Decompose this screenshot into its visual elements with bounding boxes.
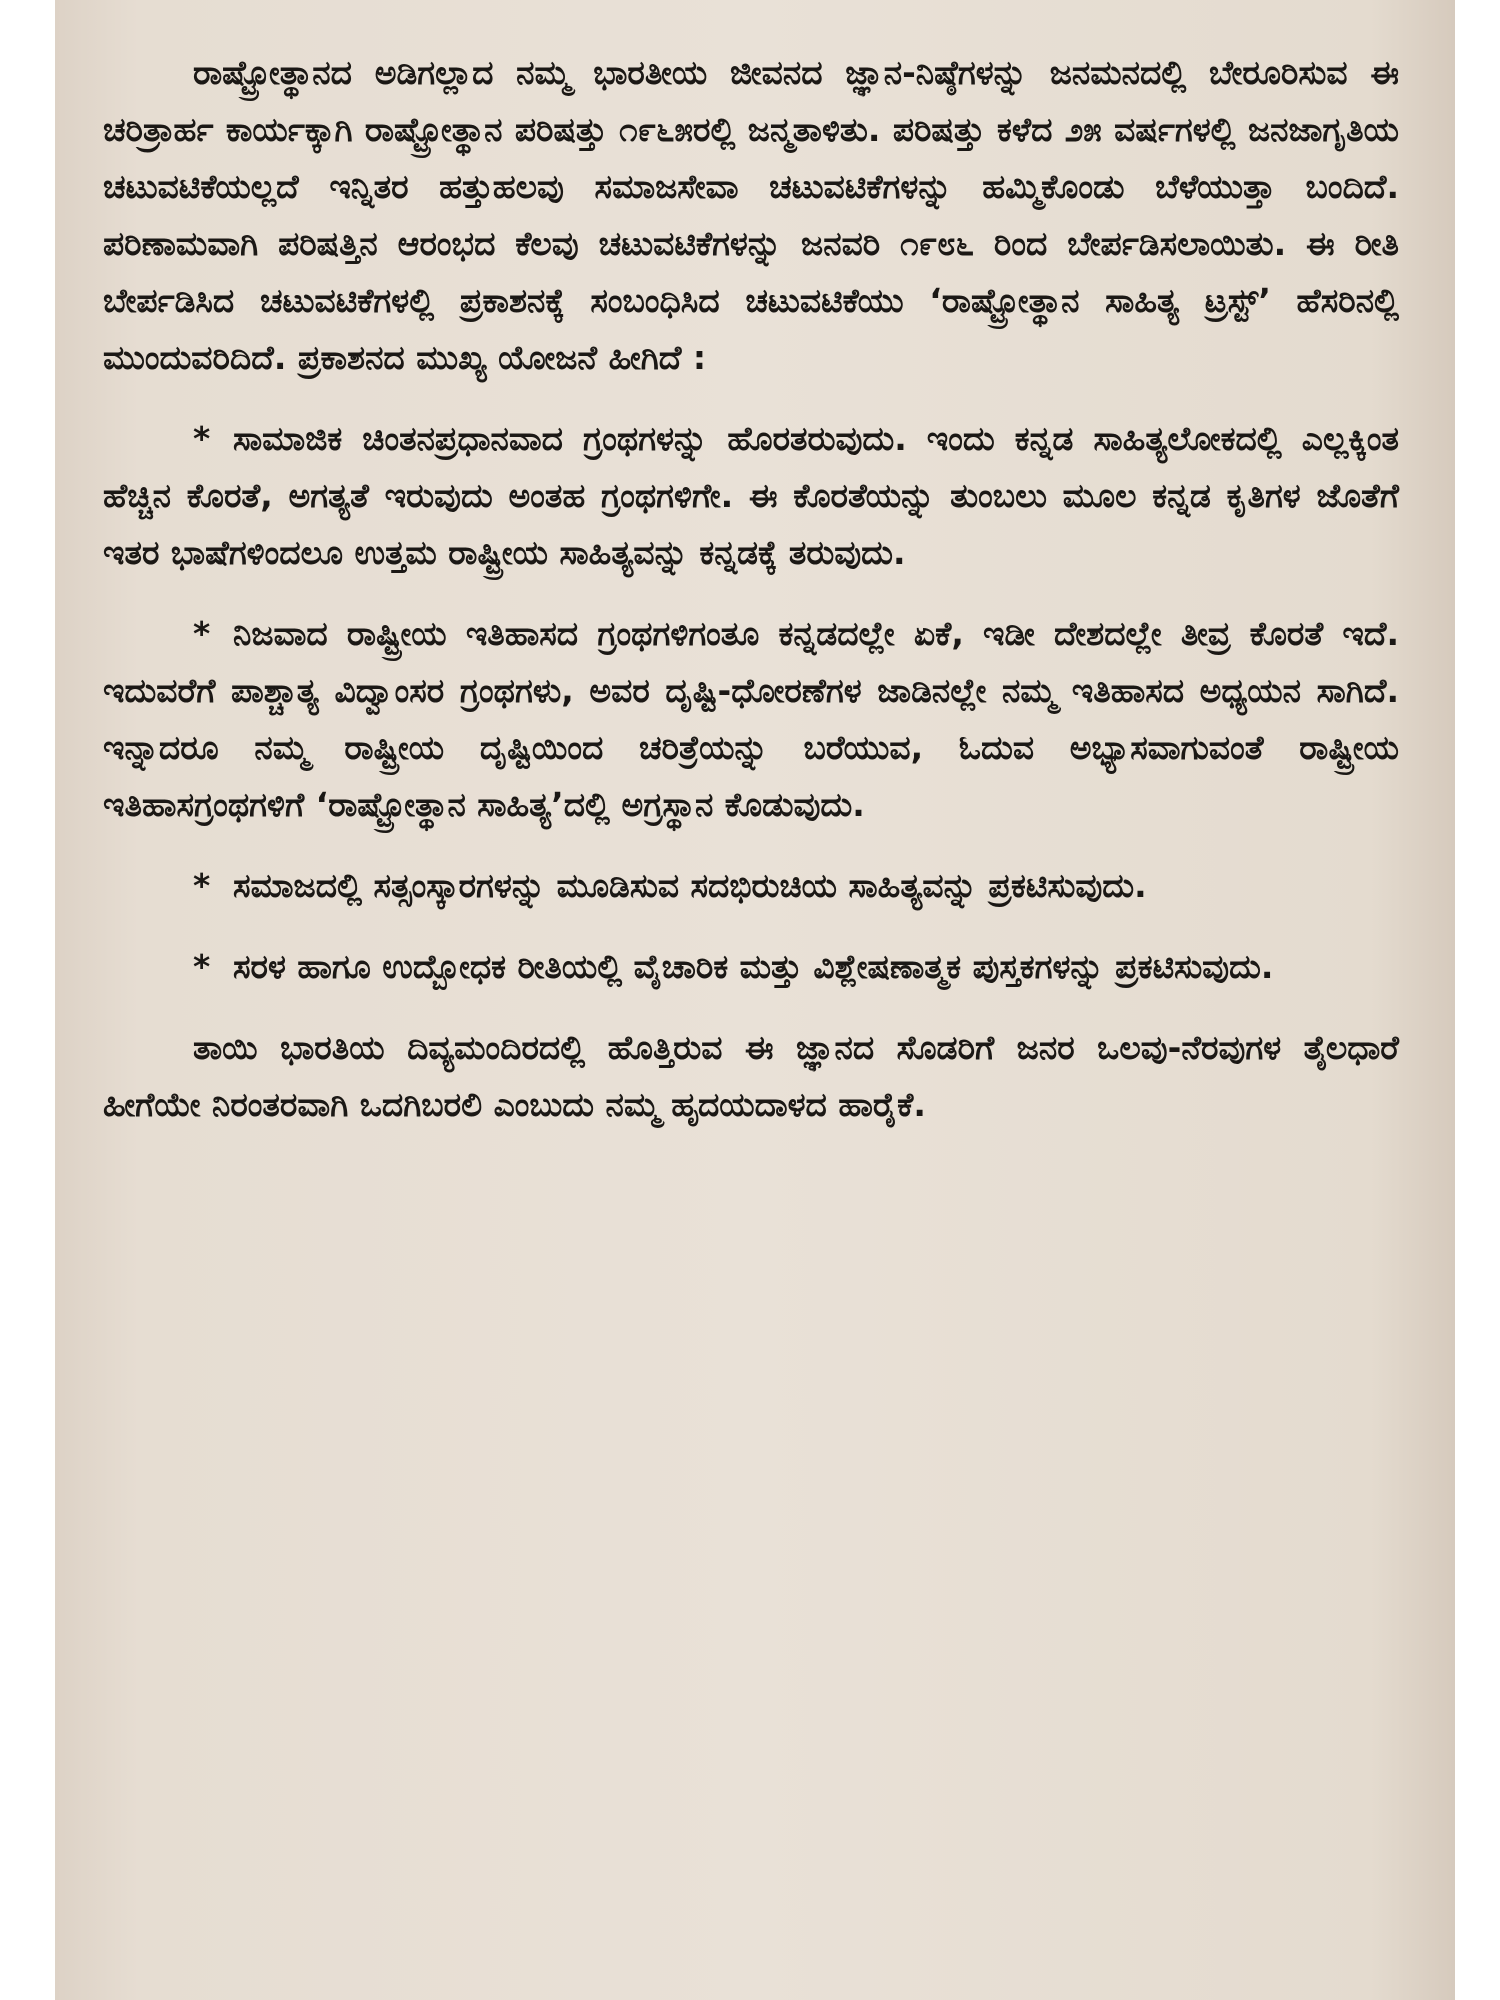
closing-text: ತಾಯಿ ಭಾರತಿಯ ದಿವ್ಯಮಂದಿರದಲ್ಲಿ ಹೊತ್ತಿರುವ ಈ ಜ್ಞಾನದ ಸೊಡರಿಗೆ ಜನರ ಒಲವು-ನೆರವುಗಳ ತೈಲಧಾರೆ ಹೀಗೆಯೇ ನಿರಂತರವಾಗಿ ಒದಗಿಬರಲಿ ಎಂಬುದು ನಮ್ಮ ಹೃದಯದಾಳದ ಹಾರೈಕೆ. xyxy=(103,1028,1399,1124)
bullet-marker: * xyxy=(193,866,211,905)
bullet-marker: * xyxy=(193,947,211,986)
scanned-page xyxy=(55,0,1455,2000)
objective-item xyxy=(103,857,1399,914)
page-body xyxy=(103,44,1399,1157)
closing-paragraph xyxy=(103,1019,1399,1133)
objective-text: ಸಾಮಾಜಿಕ ಚಿಂತನಪ್ರಧಾನವಾದ ಗ್ರಂಥಗಳನ್ನು ಹೊರತರುವುದು. ಇಂದು ಕನ್ನಡ ಸಾಹಿತ್ಯಲೋಕದಲ್ಲಿ ಎಲ್ಲಕ್ಕಿಂತ ಹೆಚ್ಚಿನ ಕೊರತೆ, ಅಗತ್ಯತೆ ಇರುವುದು ಅಂತಹ ಗ್ರಂಥಗಳಿಗೇ. ಈ ಕೊರತೆಯನ್ನು ತುಂಬಲು ಮೂಲ ಕನ್ನಡ ಕೃತಿಗಳ ಜೊತೆಗೆ ಇತರ ಭಾಷೆಗಳಿಂದಲೂ ಉತ್ತಮ ರಾಷ್ಟ್ರೀಯ ಸಾಹಿತ್ಯವನ್ನು ಕನ್ನಡಕ್ಕೆ ತರುವುದು. xyxy=(103,419,1399,572)
objective-text: ಸಮಾಜದಲ್ಲಿ ಸತ್ಸಂಸ್ಕಾರಗಳನ್ನು ಮೂಡಿಸುವ ಸದಭಿರುಚಿಯ ಸಾಹಿತ್ಯವನ್ನು ಪ್ರಕಟಿಸುವುದು. xyxy=(233,866,1147,905)
objective-item xyxy=(103,410,1399,581)
bullet-marker: * xyxy=(193,419,211,458)
objective-text: ನಿಜವಾದ ರಾಷ್ಟ್ರೀಯ ಇತಿಹಾಸದ ಗ್ರಂಥಗಳಿಗಂತೂ ಕನ್ನಡದಲ್ಲೇ ಏಕೆ, ಇಡೀ ದೇಶದಲ್ಲೇ ತೀವ್ರ ಕೊರತೆ ಇದೆ. ಇದುವರೆಗೆ ಪಾಶ್ಚಾತ್ಯ ವಿದ್ವಾಂಸರ ಗ್ರಂಥಗಳು, ಅವರ ದೃಷ್ಟಿ-ಧೋರಣೆಗಳ ಜಾಡಿನಲ್ಲೇ ನಮ್ಮ ಇತಿಹಾಸದ ಅಧ್ಯಯನ ಸಾಗಿದೆ. ಇನ್ನಾದರೂ ನಮ್ಮ ರಾಷ್ಟ್ರೀಯ ದೃಷ್ಟಿಯಿಂದ ಚರಿತ್ರೆಯನ್ನು ಬರೆಯುವ, ಓದುವ ಅಭ್ಯಾಸವಾಗುವಂತೆ ರಾಷ್ಟ್ರೀಯ ಇತಿಹಾಸಗ್ರಂಥಗಳಿಗೆ ‘ರಾಷ್ಟ್ರೋತ್ಥಾನ ಸಾಹಿತ್ಯ’ದಲ್ಲಿ ಅಗ್ರಸ್ಥಾನ ಕೊಡುವುದು. xyxy=(103,614,1399,824)
intro-text: ರಾಷ್ಟ್ರೋತ್ಥಾನದ ಅಡಿಗಲ್ಲಾದ ನಮ್ಮ ಭಾರತೀಯ ಜೀವನದ ಜ್ಞಾನ-ನಿಷ್ಠೆಗಳನ್ನು ಜನಮನದಲ್ಲಿ ಬೇರೂರಿಸುವ ಈ ಚರಿತ್ರಾರ್ಹ ಕಾರ್ಯಕ್ಕಾಗಿ ರಾಷ್ಟ್ರೋತ್ಥಾನ ಪರಿಷತ್ತು ೧೯೬೫ರಲ್ಲಿ ಜನ್ಮತಾಳಿತು. ಪರಿಷತ್ತು ಕಳೆದ ೨೫ ವರ್ಷಗಳಲ್ಲಿ ಜನಜಾಗೃತಿಯ ಚಟುವಟಿಕೆಯಲ್ಲದೆ ಇನ್ನಿತರ ಹತ್ತುಹಲವು ಸಮಾಜಸೇವಾ ಚಟುವಟಿಕೆಗಳನ್ನು ಹಮ್ಮಿಕೊಂಡು ಬೆಳೆಯುತ್ತಾ ಬಂದಿದೆ. ಪರಿಣಾಮವಾಗಿ ಪರಿಷತ್ತಿನ ಆರಂಭದ ಕೆಲವು ಚಟುವಟಿಕೆಗಳನ್ನು ಜನವರಿ ೧೯೮೬ ರಿಂದ ಬೇರ್ಪಡಿಸಲಾಯಿತು. ಈ ರೀತಿ ಬೇರ್ಪಡಿಸಿದ ಚಟುವಟಿಕೆಗಳಲ್ಲಿ ಪ್ರಕಾಶನಕ್ಕೆ ಸಂಬಂಧಿಸಿದ ಚಟುವಟಿಕೆಯು ‘ರಾಷ್ಟ್ರೋತ್ಥಾನ ಸಾಹಿತ್ಯ ಟ್ರಸ್ಟ್’ ಹೆಸರಿನಲ್ಲಿ ಮುಂದುವರಿದಿದೆ. ಪ್ರಕಾಶನದ ಮುಖ್ಯ ಯೋಜನೆ ಹೀಗಿದೆ : xyxy=(103,53,1399,377)
bullet-marker: * xyxy=(193,614,211,653)
objective-item xyxy=(103,605,1399,833)
objective-item xyxy=(103,938,1399,995)
intro-paragraph xyxy=(103,44,1399,386)
objective-text: ಸರಳ ಹಾಗೂ ಉದ್ಬೋಧಕ ರೀತಿಯಲ್ಲಿ ವೈಚಾರಿಕ ಮತ್ತು ವಿಶ್ಲೇಷಣಾತ್ಮಕ ಪುಸ್ತಕಗಳನ್ನು ಪ್ರಕಟಿಸುವುದು. xyxy=(233,947,1274,986)
